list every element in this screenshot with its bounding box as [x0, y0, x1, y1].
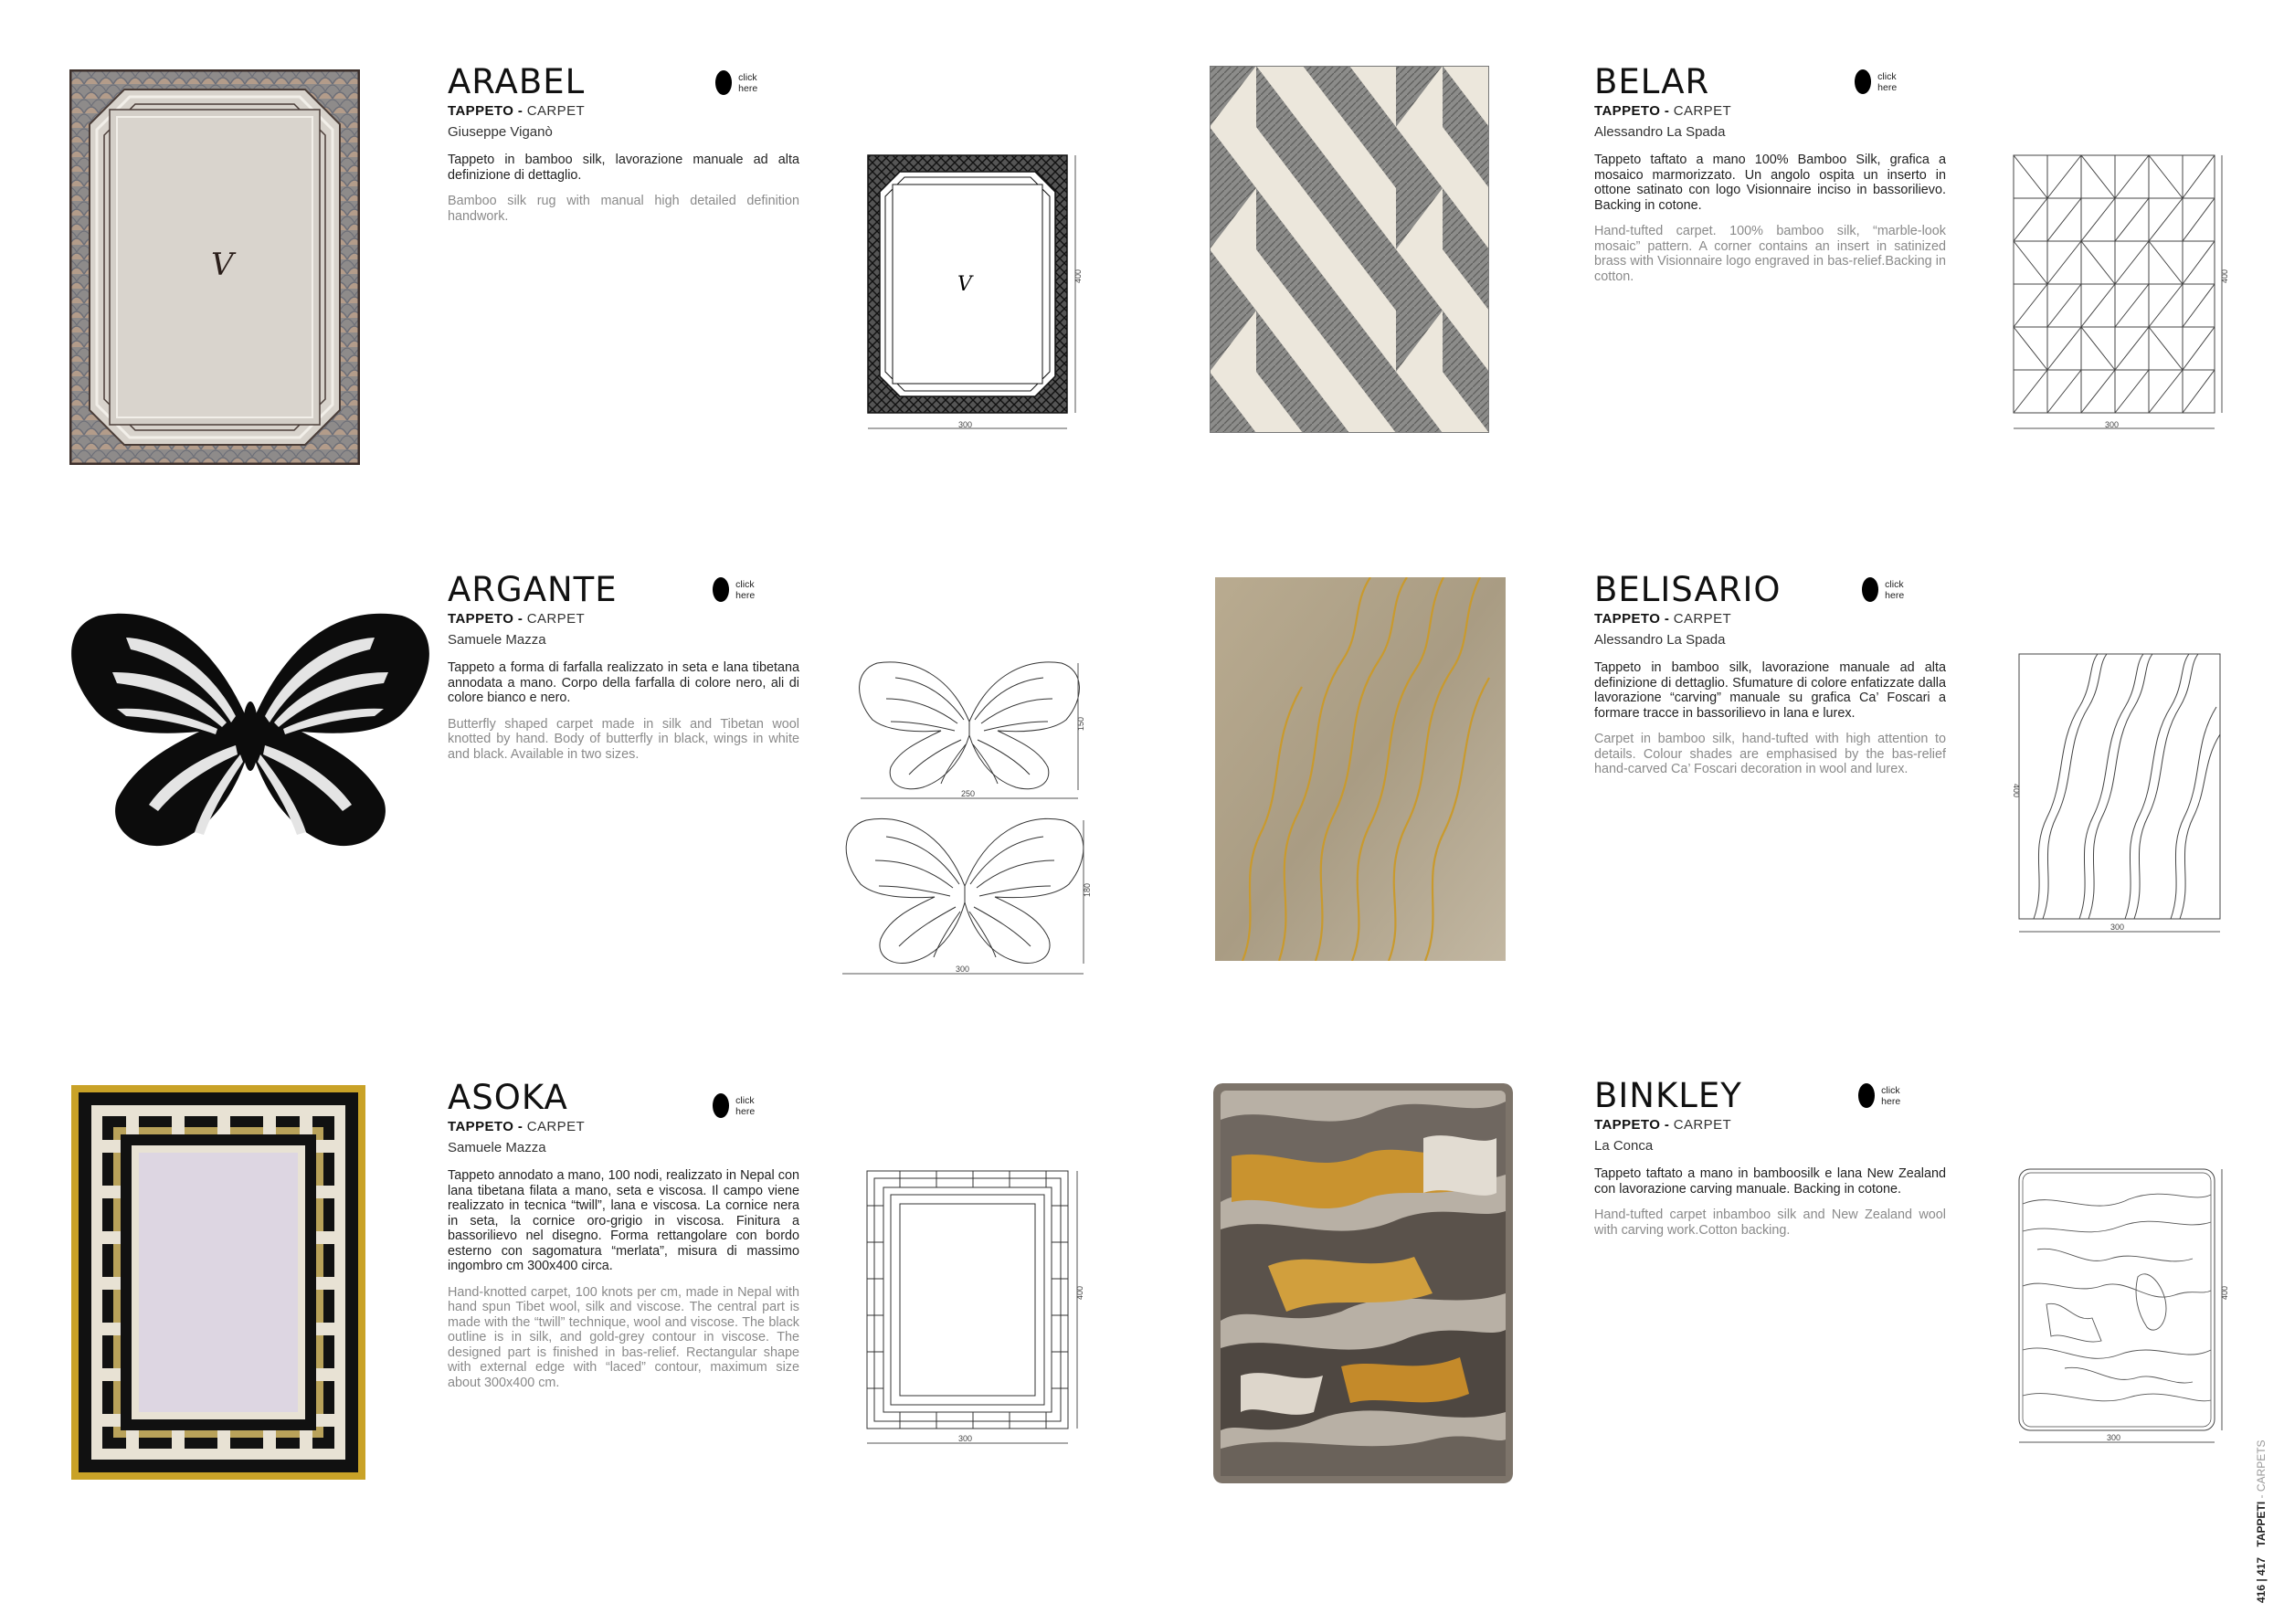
arabel-technical-drawing [863, 153, 1083, 437]
link-dot-icon [713, 577, 729, 602]
product-name: ARABEL [448, 62, 586, 101]
click-here-link[interactable]: click here [1862, 577, 1912, 602]
dimension-height-label: 400 [1075, 1285, 1084, 1300]
product-type: TAPPETO - CARPET [448, 611, 586, 627]
dimension-height-label: 400 [2220, 269, 2229, 283]
svg-text:V: V [957, 273, 972, 296]
description-english: Hand-knotted carpet, 100 knots per cm, made in Nepal with hand spun Tibet wool, silk and viscose. The central part is made with the “twill” technique, wool and viscose. The black outline is in silk, and gold-grey contour in viscose. The designed part is finished in bas-relief. Rectangular shape with external edge with “laced” contour, maximum size about 300x400 cm. [448, 1284, 799, 1390]
designer-name: Giuseppe Viganò [448, 124, 553, 140]
belisario-info [1594, 572, 1946, 777]
designer-name: Samuele Mazza [448, 632, 546, 648]
description-english: Hand-tufted carpet inbamboo silk and New Zealand wool with carving work.Cotton backing. [1594, 1207, 1946, 1238]
product-name: BELAR [1594, 62, 1710, 101]
description-italian: Tappeto a forma di farfalla realizzato in seta e lana tibetana annodata a mano. Corpo della farfalla di colore nero, ali di colore bianco e nero. [448, 660, 799, 705]
dimension-height-label: 150 [1076, 716, 1085, 731]
binkley-technical-drawing [2010, 1167, 2229, 1450]
section-title-english: CARPETS [2255, 1439, 2268, 1492]
description-english: Bamboo silk rug with manual high detailed definition handwork. [448, 194, 799, 224]
dimension-width-label: 300 [958, 420, 973, 429]
description-italian: Tappeto taftato a mano 100% Bamboo Silk, grafica a mosaico marmorizzato. Un angolo ospita un inserto in ottone satinato con logo Visionnaire inciso in bassorilievo. Backing in cotone. [1594, 153, 1946, 213]
dimension-height-label: 400 [2220, 1285, 2229, 1300]
designer-name: Alessandro La Spada [1594, 124, 1726, 140]
dimension-width-label: 300 [2110, 923, 2125, 932]
dimension-height-label: 400 [1073, 269, 1083, 283]
click-here-link[interactable]: click here [713, 1093, 763, 1118]
click-here-link[interactable]: click here [713, 577, 763, 602]
belisario-technical-drawing [2006, 652, 2226, 937]
belar-info [1594, 64, 1946, 284]
description-english: Hand-tufted carpet. 100% bamboo silk, “marble-look mosaic” pattern. A corner contains an insert in satinized brass with Visionnaire logo engraved in bas-relief.Backing in cotton. [1594, 224, 1946, 284]
link-dot-icon [1862, 577, 1878, 602]
belar-photo [1210, 66, 1489, 433]
description-english: Butterfly shaped carpet made in silk and Tibetan wool knotted by hand. Body of butterfly in black, wings in white and black. Available in two sizes. [448, 716, 799, 762]
asoka-info [448, 1080, 799, 1390]
designer-name: Alessandro La Spada [1594, 632, 1726, 648]
designer-name: La Conca [1594, 1138, 1654, 1154]
binkley-photo [1213, 1083, 1513, 1483]
product-type: TAPPETO - CARPET [1594, 1117, 1732, 1133]
click-here-link[interactable]: click here [1855, 69, 1905, 94]
link-dot-icon [1858, 1083, 1875, 1108]
dimension-width-label: 300 [958, 1434, 973, 1443]
description-italian: Tappeto taftato a mano in bamboosilk e lana New Zealand con lavorazione carving manuale. Backing in cotone. [1594, 1166, 1946, 1197]
product-type: TAPPETO - CARPET [448, 1119, 586, 1134]
dimension-width-label: 250 [961, 789, 976, 798]
product-type: TAPPETO - CARPET [1594, 611, 1732, 627]
product-type: TAPPETO - CARPET [448, 103, 586, 119]
click-here-link[interactable]: click here [715, 70, 766, 95]
svg-text:V: V [211, 247, 234, 283]
dimension-height-label: 400 [2012, 784, 2021, 798]
dimension-width-label: 300 [2105, 420, 2120, 429]
arabel-photo [69, 69, 360, 465]
argante-photo [62, 608, 439, 850]
page-folio [2255, 1439, 2268, 1603]
product-name: ASOKA [448, 1078, 568, 1117]
product-name: ARGANTE [448, 570, 618, 609]
product-type: TAPPETO - CARPET [1594, 103, 1732, 119]
designer-name: Samuele Mazza [448, 1140, 546, 1155]
dimension-width-label: 300 [2107, 1433, 2121, 1442]
link-dot-icon [1855, 69, 1871, 94]
product-name: BELISARIO [1594, 570, 1782, 609]
asoka-photo [71, 1085, 365, 1480]
section-separator: - [2255, 1492, 2268, 1502]
dimension-width-label: 300 [956, 965, 970, 974]
description-english: Carpet in bamboo silk, hand-tufted with high attention to details. Colour shades are emphasised by the bas-relief hand-carved Ca’ Foscari decoration in wool and lurex. [1594, 732, 1946, 776]
dimension-height-label: 180 [1083, 882, 1092, 897]
description-italian: Tappeto in bamboo silk, lavorazione manuale ad alta definizione di dettaglio. Sfumature di colore enfatizzate dalla lavorazione “carving” manuale su grafica Ca’ Foscari a formare tracce in bassorilievo in lana e lurex. [1594, 660, 1946, 721]
belar-technical-drawing [2010, 153, 2229, 437]
asoka-technical-drawing [863, 1169, 1084, 1449]
argante-technical-drawing-small [850, 658, 1089, 802]
section-title-italian: TAPPETI [2255, 1501, 2268, 1547]
argante-technical-drawing-large [839, 813, 1094, 977]
description-italian: Tappeto in bamboo silk, lavorazione manuale ad alta definizione di dettaglio. [448, 153, 799, 183]
page-numbers: 416 | 417 [2255, 1556, 2268, 1603]
click-here-link[interactable]: click here [1858, 1083, 1909, 1108]
description-italian: Tappeto annodato a mano, 100 nodi, realizzato in Nepal con lana tibetana filata a mano, seta e viscosa. Il campo viene realizzato in tecnica “twill”, lana e viscosa. La cornice nera in seta, la cornice oro-grigio in viscosa. Finitura a bassorilievo nel disegno. Forma rettangolare con bordo esterno con sagomatura “merlata”, misura di massimo ingombro cm 300x400 circa. [448, 1168, 799, 1273]
belisario-photo [1215, 577, 1506, 961]
link-dot-icon [715, 70, 732, 95]
product-name: BINKLEY [1594, 1076, 1742, 1115]
link-dot-icon [713, 1093, 729, 1118]
